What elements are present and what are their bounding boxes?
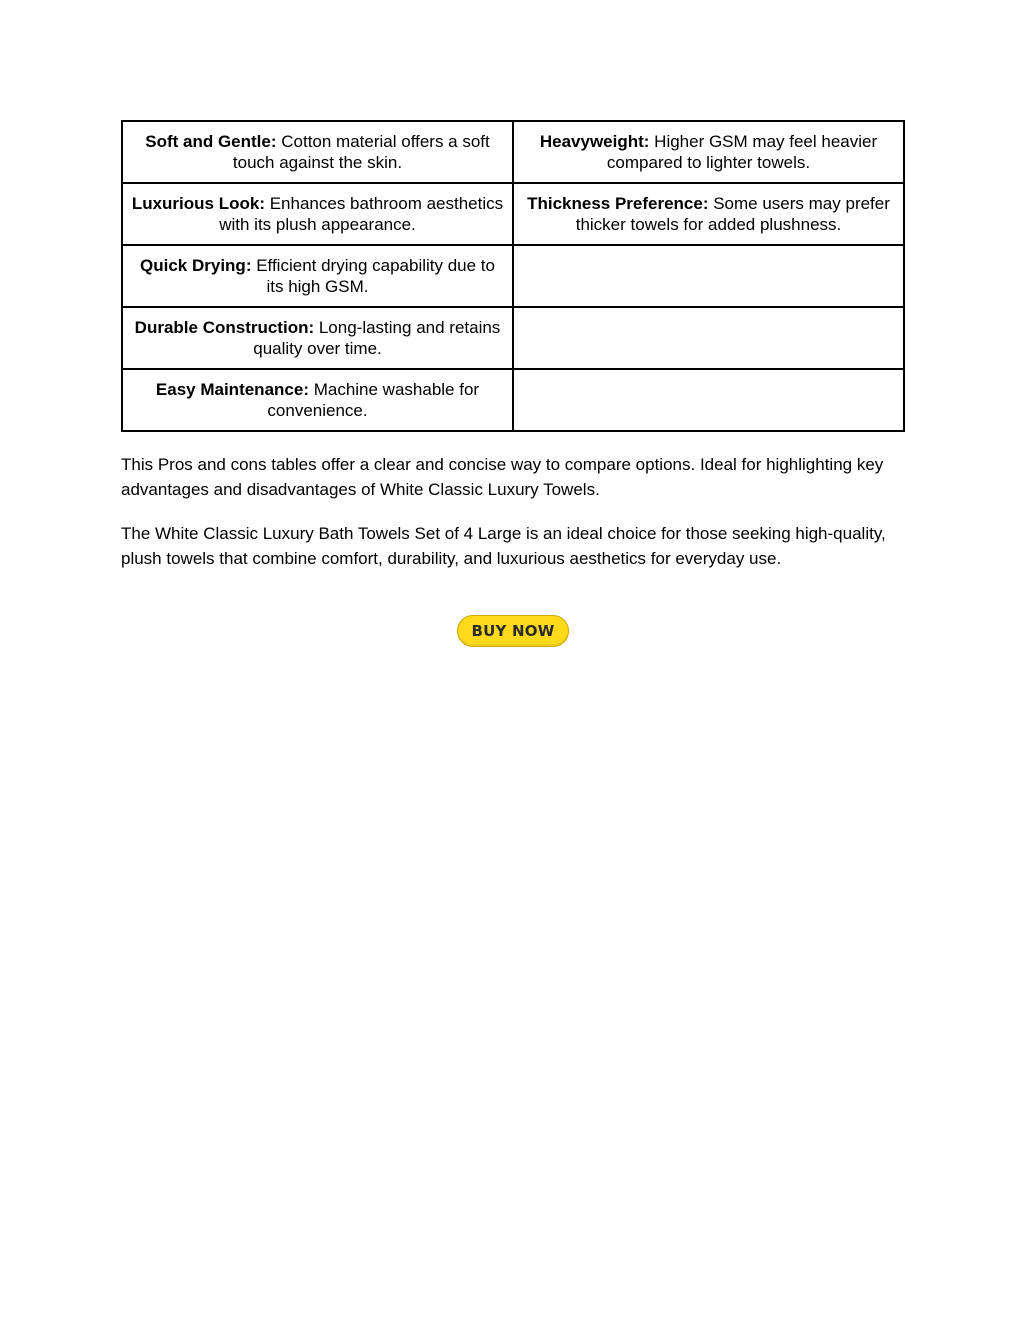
pro-cell (122, 245, 513, 307)
pro-text: Cotton material offers a soft touch against the skin. (232, 132, 490, 172)
table-row (122, 183, 904, 245)
document-page (121, 120, 905, 640)
pro-cell (122, 121, 513, 183)
pro-text: Long-lasting and retains quality over time. (253, 318, 501, 358)
con-title: Thickness Preference: (527, 194, 709, 213)
buy-now-button[interactable]: BUY NOW (457, 615, 569, 647)
con-cell-empty (513, 307, 904, 369)
con-cell-empty (513, 369, 904, 431)
pro-title: Luxurious Look: (131, 194, 265, 213)
table-row (122, 121, 904, 183)
con-text: Higher GSM may feel heavier compared to lighter towels. (606, 132, 878, 172)
con-cell (513, 183, 904, 245)
pro-text: Enhances bathroom aesthetics with its plush appearance. (219, 194, 504, 234)
pro-text: Machine washable for convenience. (267, 380, 480, 420)
table-row (122, 245, 904, 307)
table-row (122, 307, 904, 369)
summary-paragraph: This Pros and cons tables offer a clear and concise way to compare options. Ideal for highlighting key advantages and disadvantages of White Classic Luxury Towels. (121, 455, 884, 499)
pro-title: Soft and Gentle: (145, 132, 277, 151)
con-title: Heavyweight: (539, 132, 650, 151)
conclusion-paragraph: The White Classic Luxury Bath Towels Set of 4 Large is an ideal choice for those seeking high-quality, plush towels that combine comfort, durability, and luxurious aesthetics for everyday use. (121, 524, 886, 568)
pro-cell (122, 183, 513, 245)
pros-cons-table (121, 120, 905, 432)
cta-wrapper (121, 615, 905, 647)
con-cell-empty (513, 245, 904, 307)
pro-cell (122, 369, 513, 431)
pro-title: Easy Maintenance: (155, 380, 309, 399)
pro-cell (122, 307, 513, 369)
table-row (122, 369, 904, 431)
pro-title: Durable Construction: (134, 318, 315, 337)
pro-text: Efficient drying capability due to its high GSM. (251, 256, 495, 296)
pro-title: Quick Drying: (140, 256, 252, 275)
con-text: Some users may prefer thicker towels for added plushness. (575, 194, 890, 234)
con-cell (513, 121, 904, 183)
